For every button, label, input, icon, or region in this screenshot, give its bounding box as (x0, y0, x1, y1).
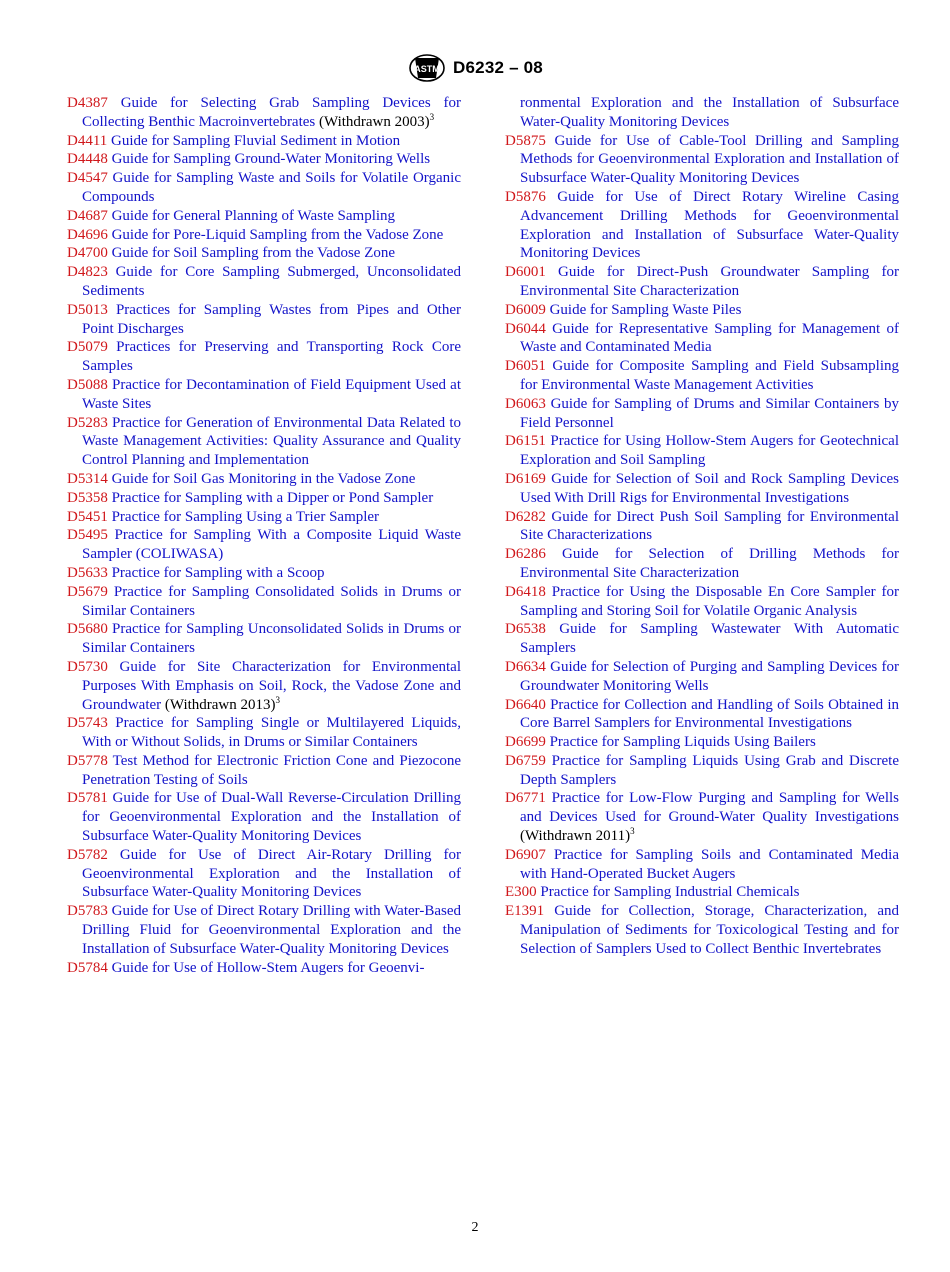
reference-code-link[interactable]: D4411 (67, 132, 108, 149)
reference-entry (505, 132, 899, 188)
reference-entry (67, 207, 461, 226)
withdrawn-note: (Withdrawn 2013) (164, 696, 276, 713)
reference-title-link[interactable]: Guide for Site Characterization for Environmental Purposes With Emphasis on Soil, Rock, the Vadose Zone and Groundwater (82, 658, 461, 713)
left-column (67, 94, 461, 977)
reference-code-link[interactable]: D6771 (505, 790, 546, 807)
reference-code-link[interactable]: D5782 (67, 846, 108, 863)
reference-code-link[interactable]: D5783 (67, 903, 108, 920)
reference-code-link[interactable]: D6282 (505, 508, 546, 525)
reference-title-link[interactable]: Practice for Sampling with a Scoop (111, 564, 325, 581)
reference-entry (67, 301, 461, 339)
reference-entry (505, 263, 899, 301)
reference-code-link[interactable]: D4696 (67, 226, 108, 243)
reference-code-link[interactable]: D5784 (67, 959, 108, 976)
reference-title-link[interactable]: Guide for Pore-Liquid Sampling from the Vadose Zone (111, 226, 444, 243)
reference-code-link[interactable]: D4448 (67, 151, 108, 168)
reference-entry (505, 357, 899, 395)
reference-entry (67, 94, 461, 132)
reference-title-link[interactable]: Guide for Selection of Drilling Methods for Environmental Site Characterization (520, 546, 899, 581)
withdrawn-note: (Withdrawn 2003) (319, 113, 430, 130)
reference-title-link[interactable]: Guide for Sampling Waste Piles (549, 301, 742, 318)
reference-entry (505, 583, 899, 621)
reference-title-link[interactable]: Guide for Sampling Fluvial Sediment in Motion (111, 132, 401, 149)
reference-entry (67, 263, 461, 301)
reference-title-link[interactable]: Guide for Selecting Grab Sampling Devices for Collecting Benthic Macroinvertebrates (82, 95, 461, 130)
reference-code-link[interactable]: D4387 (67, 95, 108, 111)
reference-code-link[interactable]: D5314 (67, 470, 108, 487)
footnote-marker[interactable]: 3 (429, 111, 435, 122)
footnote-marker[interactable]: 3 (275, 694, 281, 705)
reference-title-link[interactable]: Practice for Sampling With a Composite Liquid Waste Sampler (COLIWASA) (82, 527, 461, 563)
reference-title-link[interactable]: Practice for Using Hollow-Stem Augers for Geotechnical Exploration and Soil Sampling (520, 433, 899, 469)
reference-title-link[interactable]: Guide for Soil Sampling from the Vadose Zone (111, 245, 396, 262)
reference-code-link[interactable]: D4823 (67, 264, 108, 281)
reference-code-link[interactable]: E1391 (505, 903, 545, 920)
reference-code-link[interactable]: D6699 (505, 734, 546, 751)
reference-code-link[interactable]: D5633 (67, 564, 108, 581)
reference-entry (67, 489, 461, 508)
reference-code-link[interactable]: D5743 (67, 715, 108, 732)
reference-entry (67, 508, 461, 527)
continued-entry: ronmental Exploration and the Installation of Subsurface Water-Quality Monitoring Devices (520, 95, 899, 130)
reference-entry (67, 470, 461, 489)
reference-title-link[interactable]: Guide for Use of Direct Air-Rotary Drilling for Geoenvironmental Exploration and the Installation of Subsurface Water-Quality Monitoring Devices (82, 846, 462, 901)
reference-title-link[interactable]: Practice for Decontamination of Field Equipment Used at Waste Sites (82, 376, 461, 412)
reference-entry (67, 959, 461, 978)
reference-code-link[interactable]: D4700 (67, 245, 108, 262)
reference-entry (505, 696, 899, 734)
reference-entry (505, 432, 899, 470)
reference-code-link[interactable]: D6634 (505, 658, 546, 675)
reference-title-link[interactable]: Practice for Sampling Unconsolidated Solids in Drums or Similar Containers (82, 621, 462, 657)
reference-entry (67, 414, 461, 470)
reference-entry (505, 545, 899, 583)
reference-entry (67, 526, 461, 564)
reference-code-link[interactable]: D5680 (67, 621, 108, 638)
reference-code-link[interactable]: D6169 (505, 470, 546, 487)
reference-code-link[interactable]: D6051 (505, 358, 546, 375)
reference-title-link[interactable]: Practice for Sampling Consolidated Solids in Drums or Similar Containers (82, 583, 462, 619)
right-column (505, 94, 899, 959)
reference-title-link[interactable]: Test Method for Electronic Friction Cone and Piezocone Penetration Testing of Soils (82, 752, 461, 788)
reference-title-link[interactable]: Guide for Use of Cable-Tool Drilling and Sampling Methods for Geoenvironmental Exploration and Installation of Subsurface Water-Quality Monitoring Devices (520, 132, 899, 187)
reference-code-link[interactable]: D5876 (505, 188, 546, 205)
reference-title-link[interactable]: Guide for Direct Push Soil Sampling for Environmental Site Characterizations (520, 508, 900, 544)
reference-code-link[interactable]: D5358 (67, 489, 108, 506)
reference-code-link[interactable]: D5781 (67, 790, 108, 807)
reference-code-link[interactable]: D5079 (67, 339, 108, 356)
reference-entry (67, 244, 461, 263)
reference-entry (67, 564, 461, 583)
reference-entry (505, 658, 899, 696)
reference-code-link[interactable]: D6009 (505, 301, 546, 318)
reference-code-link[interactable]: D6759 (505, 752, 546, 769)
reference-entry (505, 320, 899, 358)
reference-entry (505, 752, 899, 790)
reference-entry (505, 789, 899, 845)
reference-code-link[interactable]: D5283 (67, 414, 108, 431)
reference-title-link[interactable]: Guide for Direct-Push Groundwater Sampling for Environmental Site Characterization (520, 264, 899, 299)
reference-entry (505, 508, 899, 546)
reference-entry (67, 226, 461, 245)
reference-title-link[interactable]: Guide for Use of Direct Rotary Wireline Casing Advancement Drilling Methods for Geoenvironmental Exploration and Installation of Subsurface Water-Quality Monitoring Devices (520, 188, 899, 262)
reference-code-link[interactable]: D5679 (67, 583, 108, 600)
reference-code-link[interactable]: D5495 (67, 527, 108, 544)
reference-entry (67, 902, 461, 958)
reference-code-link[interactable]: D5778 (67, 752, 108, 769)
reference-entry (67, 150, 461, 169)
reference-title-link[interactable]: Guide for Use of Hollow-Stem Augers for Geoenvi- (111, 959, 425, 976)
reference-code-link[interactable]: D5013 (67, 301, 108, 318)
reference-entry (505, 620, 899, 658)
reference-title-link[interactable]: Guide for Selection of Soil and Rock Sampling Devices Used With Drill Rigs for Environmental Investigations (520, 470, 899, 506)
reference-title-link[interactable]: Guide for Use of Dual-Wall Reverse-Circulation Drilling for Geoenvironmental Exploration and the Installation of Subsurface Water-Quality Monitoring Devices (82, 790, 461, 845)
reference-title-link[interactable]: Guide for Use of Direct Rotary Drilling with Water-Based Drilling Fluid for Geoenvironmental Exploration and the Installation of Subsurface Water-Quality Monitoring Devices (82, 903, 462, 957)
reference-entry (67, 752, 461, 790)
reference-entry (67, 714, 461, 752)
reference-title-link[interactable]: Guide for Selection of Purging and Sampling Devices for Groundwater Monitoring Wells (520, 658, 900, 694)
reference-title-link[interactable]: Practice for Sampling Liquids Using Bailers (549, 734, 816, 751)
page-header (0, 52, 950, 84)
reference-title-link[interactable]: Practices for Sampling Wastes from Pipes and Other Point Discharges (82, 301, 462, 337)
reference-code-link[interactable]: E300 (505, 884, 537, 901)
reference-title-link[interactable]: Guide for Soil Gas Monitoring in the Vadose Zone (111, 470, 416, 487)
astm-logo-icon (407, 53, 447, 83)
reference-code-link[interactable]: D4547 (67, 170, 108, 187)
reference-code-link[interactable]: D6001 (505, 264, 546, 281)
reference-code-link[interactable]: D6286 (505, 546, 546, 563)
reference-entry (67, 376, 461, 414)
reference-code-link[interactable]: D5875 (505, 132, 546, 149)
reference-code-link[interactable]: D6538 (505, 621, 546, 638)
reference-title-link[interactable]: Guide for Sampling Waste and Soils for Volatile Organic Compounds (82, 170, 461, 205)
reference-code-link[interactable]: D6063 (505, 395, 546, 412)
footnote-marker[interactable]: 3 (630, 826, 635, 837)
reference-entry (505, 188, 899, 263)
reference-code-link[interactable]: D6640 (505, 696, 546, 713)
reference-code-link[interactable]: D5730 (67, 658, 108, 675)
reference-code-link[interactable]: D6907 (505, 846, 546, 863)
reference-entry (67, 789, 461, 845)
reference-code-link[interactable]: D6418 (505, 583, 546, 600)
reference-entry (67, 846, 461, 902)
reference-title-link[interactable]: Guide for Sampling Wastewater With Automatic Samplers (520, 621, 900, 657)
reference-title-link[interactable]: Practice for Sampling Soils and Contaminated Media with Hand-Operated Bucket Augers (520, 846, 900, 882)
reference-entry (505, 846, 899, 884)
reference-entry (67, 583, 461, 621)
reference-title-link[interactable]: Guide for Sampling of Drums and Similar Containers by Field Personnel (520, 395, 900, 431)
reference-title-link[interactable]: Practice for Sampling Using a Trier Sampler (111, 508, 380, 525)
reference-title-link[interactable]: Practice for Sampling Liquids Using Grab and Discrete Depth Samplers (520, 752, 899, 788)
reference-title-link[interactable]: Practice for Collection and Handling of Soils Obtained in Core Barrel Samplers for Environmental Investigations (520, 696, 899, 732)
reference-entry (67, 132, 461, 151)
withdrawn-note: (Withdrawn 2011) (520, 828, 631, 845)
reference-title-link[interactable]: Guide for Representative Sampling for Management of Waste and Contaminated Media (520, 320, 899, 356)
reference-title-link[interactable]: Practice for Low-Flow Purging and Sampling for Wells and Devices Used for Ground-Water Quality Investigations (520, 790, 899, 826)
reference-entry (67, 169, 461, 207)
reference-entry (67, 620, 461, 658)
svg-text:ASTM: ASTM (414, 64, 440, 74)
reference-title-link[interactable]: Practice for Sampling Single or Multilayered Liquids, With or Without Solids, in Drums or Similar Containers (82, 715, 462, 751)
reference-title-link[interactable]: Practice for Using the Disposable En Core Sampler for Sampling and Storing Soil for Volatile Organic Analysis (520, 583, 899, 619)
reference-code-link[interactable]: D6151 (505, 433, 546, 450)
reference-entry (67, 658, 461, 714)
reference-title-link[interactable]: Guide for Sampling Ground-Water Monitoring Wells (111, 151, 431, 168)
reference-entry (505, 470, 899, 508)
reference-title-link[interactable]: Guide for Collection, Storage, Characterization, and Manipulation of Sediments for Toxicological Testing and for Selection of Samplers Used to Collect Benthic Invertebrates (520, 903, 899, 957)
reference-title-link[interactable]: Guide for Composite Sampling and Field Subsampling for Environmental Waste Management Activities (520, 358, 899, 393)
reference-entry (67, 338, 461, 376)
reference-entry (505, 733, 899, 752)
reference-title-link[interactable]: Practice for Sampling Industrial Chemicals (540, 884, 800, 901)
page-number: 2 (471, 1220, 479, 1235)
reference-entry (505, 395, 899, 433)
reference-title-link[interactable]: Practice for Generation of Environmental Data Related to Waste Management Activities: Quality Assurance and Quality Control Planning and Implementation (82, 414, 461, 469)
reference-entry (505, 902, 899, 958)
reference-title-link[interactable]: Guide for Core Sampling Submerged, Unconsolidated Sediments (82, 264, 461, 299)
reference-code-link[interactable]: D6044 (505, 320, 546, 337)
reference-code-link[interactable]: D4687 (67, 207, 108, 224)
reference-title-link[interactable]: Practice for Sampling with a Dipper or Pond Sampler (111, 489, 434, 506)
reference-code-link[interactable]: D5451 (67, 508, 108, 525)
reference-entry (505, 301, 899, 320)
reference-title-link[interactable]: Practices for Preserving and Transporting Rock Core Samples (82, 339, 462, 375)
reference-code-link[interactable]: D5088 (67, 376, 108, 393)
reference-title-link[interactable]: Guide for General Planning of Waste Sampling (111, 207, 396, 224)
reference-entry (505, 883, 899, 902)
document-id: D6232 – 08 (453, 58, 543, 77)
